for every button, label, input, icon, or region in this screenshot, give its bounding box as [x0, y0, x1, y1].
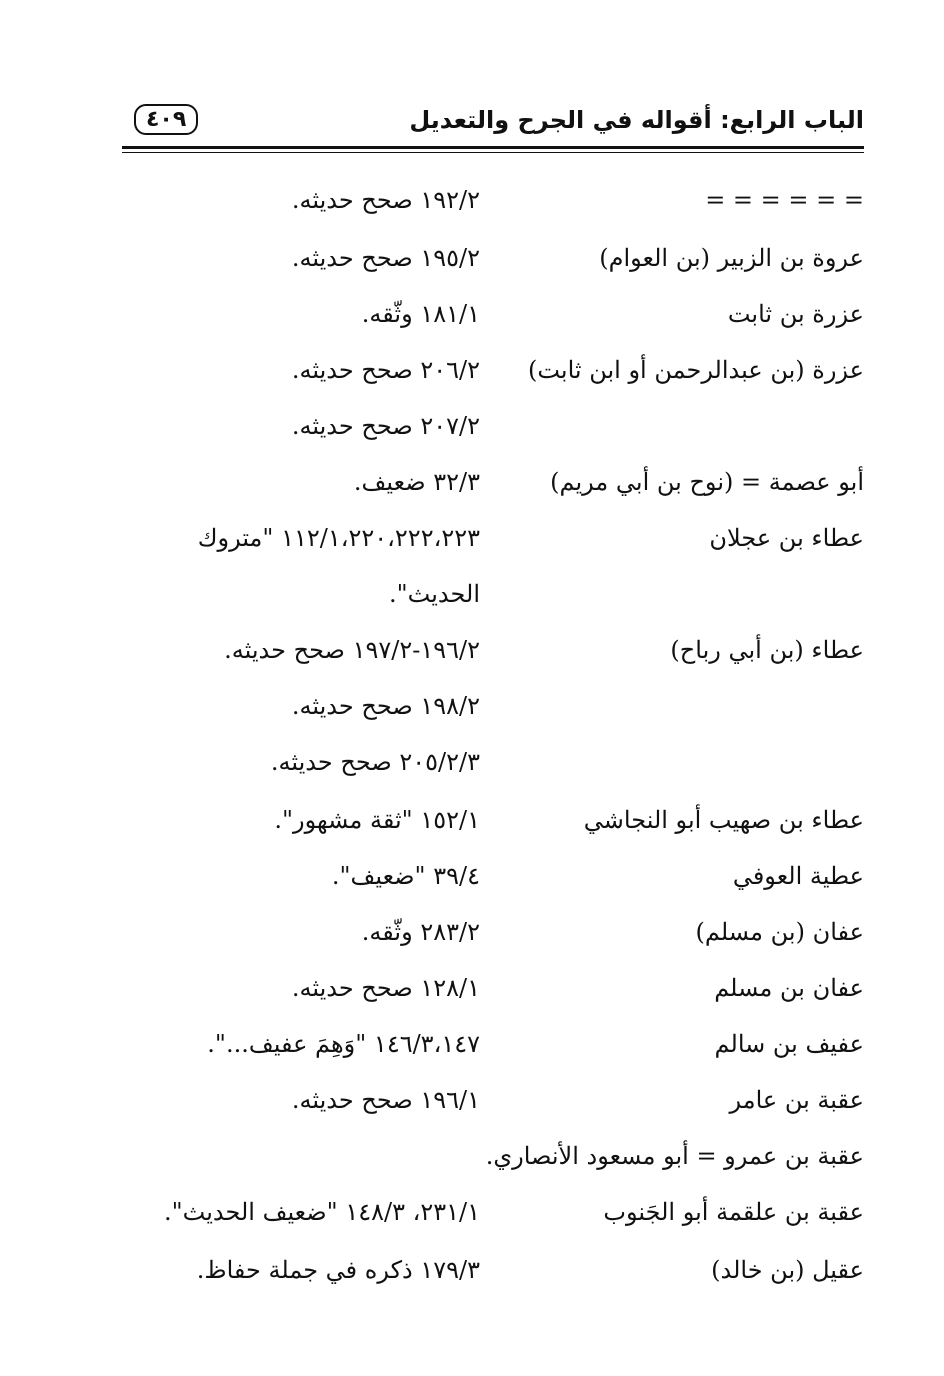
entry-name: عطاء بن صهيب أبو النجاشي — [583, 806, 864, 834]
index-entry — [122, 636, 864, 676]
index-entry — [122, 1198, 864, 1238]
entry-reference: ١٩٦/٢-١٩٧/٢ صحح حديثه. — [224, 636, 480, 664]
entry-reference: ٢٠٥/٢/٣ صحح حديثه. — [270, 748, 480, 776]
entry-reference: ١٩٦/١ صحح حديثه. — [291, 1086, 480, 1114]
index-entry — [122, 244, 864, 284]
entry-reference: ١٩٥/٢ صحح حديثه. — [291, 244, 480, 272]
page-number-badge: ٤٠٩ — [134, 104, 198, 135]
entry-reference: ١١٢/١،٢٢٠،٢٢٢،٢٢٣ "متروك — [197, 524, 480, 552]
index-entry — [122, 580, 864, 620]
entry-reference: ٢٠٦/٢ صحح حديثه. — [291, 356, 480, 384]
entry-reference: ١٨١/١ وثّقه. — [361, 300, 480, 328]
entry-reference: ١٤٦/٣،١٤٧ "وَهِمَ عفيف...". — [207, 1030, 480, 1058]
running-title: الباب الرابع: أقواله في الجرح والتعديل — [409, 106, 864, 134]
entry-name: أبو عصمة = (نوح بن أبي مريم) — [550, 468, 864, 496]
index-entry — [122, 748, 864, 788]
index-entry — [122, 524, 864, 564]
index-entry — [122, 468, 864, 508]
index-entry — [122, 186, 864, 226]
index-entry — [122, 1256, 864, 1296]
entry-name: عزرة (بن عبدالرحمن أو ابن ثابت) — [527, 356, 864, 384]
entry-reference: ٣٢/٣ ضعيف. — [353, 468, 480, 496]
entry-reference: ٢٠٧/٢ صحح حديثه. — [291, 412, 480, 440]
entry-reference: ٣٩/٤ "ضعيف". — [331, 862, 480, 890]
entry-name: عطية العوفي — [732, 862, 864, 890]
index-entry — [122, 806, 864, 846]
entry-cross-reference: عقبة بن عمرو = أبو مسعود الأنصاري. — [485, 1142, 864, 1170]
index-entry — [122, 918, 864, 958]
entry-name: عروة بن الزبير (بن العوام) — [599, 244, 864, 272]
entry-reference: الحديث". — [389, 580, 480, 608]
entry-name: عقيل (بن خالد) — [711, 1256, 864, 1284]
index-entry — [122, 1142, 864, 1182]
entry-reference: ٢٣١/١، ١٤٨/٣ "ضعيف الحديث". — [163, 1198, 480, 1226]
entry-name: عقبة بن عامر — [729, 1086, 864, 1114]
index-entry — [122, 356, 864, 396]
entry-reference: ١٧٩/٣ ذكره في جملة حفاظ. — [196, 1256, 480, 1284]
entry-name: عفان بن مسلم — [714, 974, 864, 1002]
entry-name: عفيف بن سالم — [714, 1030, 864, 1058]
index-entry — [122, 862, 864, 902]
index-entry — [122, 1086, 864, 1126]
index-entry — [122, 1030, 864, 1070]
entry-reference: ١٢٨/١ صحح حديثه. — [291, 974, 480, 1002]
entry-name: عطاء (بن أبي رباح) — [670, 636, 864, 664]
entry-name: عزرة بن ثابت — [727, 300, 864, 328]
entry-name: = = = = = = — [705, 186, 864, 214]
entry-name: عقبة بن علقمة أبو الجَنوب — [603, 1198, 864, 1226]
entry-reference: ١٩٨/٢ صحح حديثه. — [291, 692, 480, 720]
index-entry — [122, 300, 864, 340]
entry-name: عفان (بن مسلم) — [695, 918, 864, 946]
index-entry — [122, 692, 864, 732]
entry-reference: ٢٨٣/٢ وثّقه. — [361, 918, 480, 946]
entry-reference: ١٥٢/١ "ثقة مشهور". — [274, 806, 480, 834]
index-entry — [122, 412, 864, 452]
entry-reference: ١٩٢/٢ صحح حديثه. — [291, 186, 480, 214]
index-entry — [122, 974, 864, 1014]
entry-name: عطاء بن عجلان — [709, 524, 864, 552]
